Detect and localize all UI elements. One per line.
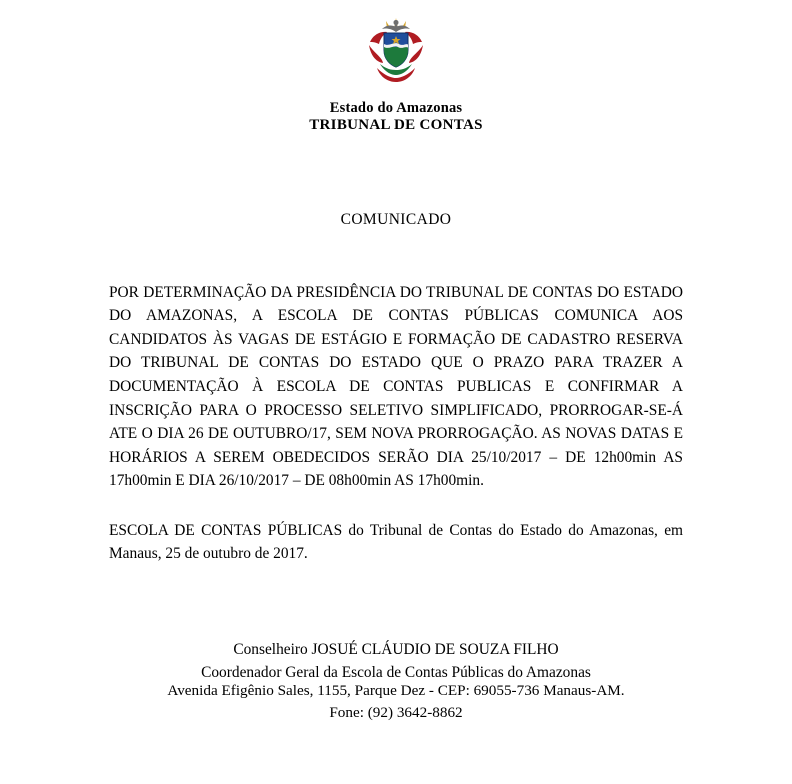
signature-block bbox=[109, 638, 683, 684]
paragraph-place-date: ESCOLA DE CONTAS PÚBLICAS do Tribunal de Contas do Estado do Amazonas, em Manaus, 25 de outubro de 2017. bbox=[109, 521, 683, 563]
page-title: COMUNICADO bbox=[340, 210, 452, 228]
institution-name: TRIBUNAL DE CONTAS bbox=[309, 117, 483, 134]
footer-phone: Fone: (92) 3642-8862 bbox=[329, 703, 463, 721]
document-header bbox=[0, 0, 792, 135]
footer-address: Avenida Efigênio Sales, 1155, Parque Dez - CEP: 69055-736 Manaus-AM. bbox=[167, 681, 625, 699]
document-footer bbox=[0, 680, 792, 724]
amazonas-coat-of-arms-icon bbox=[362, 16, 430, 88]
signatory-role: Coordenador Geral da Escola de Contas Públicas do Amazonas bbox=[201, 664, 591, 682]
state-name: Estado do Amazonas bbox=[329, 100, 463, 116]
signatory-name: Conselheiro JOSUÉ CLÁUDIO DE SOUZA FILHO bbox=[233, 640, 559, 658]
paragraph-main: POR DETERMINAÇÃO DA PRESIDÊNCIA DO TRIBUNAL DE CONTAS DO ESTADO DO AMAZONAS, A ESCOLA DE CONTAS PÚBLICAS COMUNICA AOS CANDIDATOS ÀS VAGAS DE ESTÁGIO E FORMAÇÃO DE CADASTRO RESERVA DO TRIBUNAL DE CONTAS DO ESTADO QUE O PRAZO PARA TRAZER A DOCUMENTAÇÃO À ESCOLA DE CONTAS PUBLICAS E CONFIRMAR A INSCRIÇÃO PARA O PROCESSO SELETIVO SIMPLIFICADO, PRORROGAR-SE-Á ATE O DIA 26 DE OUTUBRO/17, SEM NOVA PRORROGAÇÃO. AS NOVAS DATAS E HORÁRIOS A SEREM OBEDECIDOS SERÃO DIA 25/10/2017 – DE 12h00min AS 17h00min E DIA 26/10/2017 – DE 08h00min AS 17h00min. bbox=[109, 283, 683, 490]
document-body bbox=[109, 281, 683, 684]
